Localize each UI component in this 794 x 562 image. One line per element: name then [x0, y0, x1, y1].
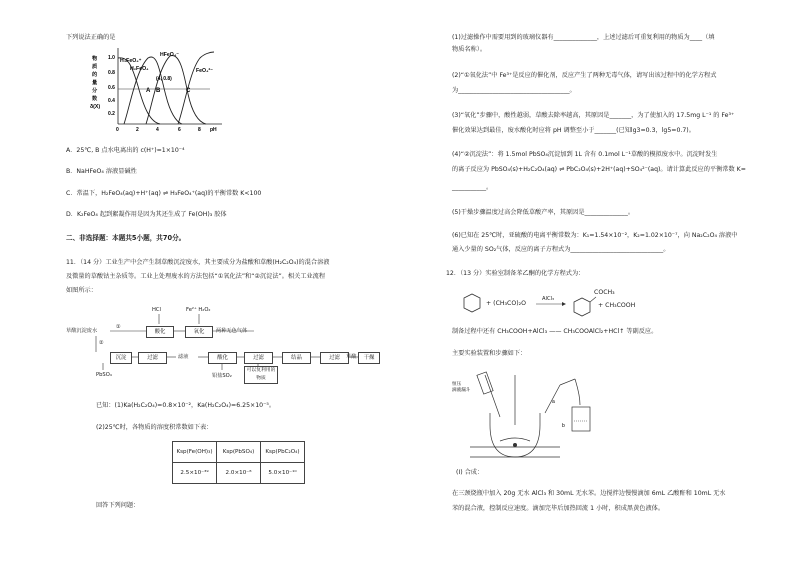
y-tick-4: 0.4 [108, 98, 115, 104]
flow-hcl: HCl [152, 307, 161, 313]
x-tick-0: 0 [116, 127, 119, 133]
flow-filter3: 过滤 [320, 352, 349, 364]
flow-gas: 两种无色气体 [216, 328, 248, 334]
ksp-val-3: 5.0×10⁻¹⁰ [261, 463, 305, 484]
side-reaction: 制备过程中还有 CH₃COOH+AlCl₃ —— CH₃COOAlCl₂+HCl↑ 等副反应。 [452, 328, 658, 335]
svg-text:的: 的 [92, 72, 98, 78]
q6-line1: (6)已知在 25℃时，亚硫酸的电离平衡常数为：K₁=1.54×10⁻²，K₂=1.02×10⁻⁷，向 Na₂C₂O₄ 溶液中 [452, 232, 738, 239]
point-b-coord: (4, 0.8) [156, 76, 172, 82]
x-tick-6: 6 [178, 127, 181, 133]
known-2: (2)25℃时，各物质的溶度积常数如下表： [96, 424, 213, 431]
flow-fe-h2o2: Fe²⁺ H₂O₂ [186, 307, 211, 313]
option-b: B．NaHFeO₄ 溶液显碱性 [66, 168, 137, 175]
y-tick-1: 1.0 [108, 55, 115, 61]
q1-line2: 物质名称）。 [452, 46, 487, 53]
flow-circle-2: ② [99, 340, 104, 346]
flow-recycle: 可以复利用的物质 [244, 366, 278, 384]
label-funnel-1: 恒压 [452, 381, 462, 386]
species-label-3: HFeO₄⁻ [160, 52, 180, 58]
q3-line2: 催化效果达到最佳，废水酸化时应将 pH 调整至小于_______(已知lg3=0.3，lg5=0.7)。 [452, 127, 695, 134]
species-label-2: H₂FeO₄ [130, 66, 149, 72]
q11-line1: 11．（14 分）工业生产中会产生制草酸沉淀废水，其主要成分为盐酸和草酸(H₂C₂O₄)的混合溶液 [66, 259, 330, 266]
q4-line2: 的离子反应为 PbSO₄(s)+H₂C₂O₄(aq) ⇌ PbC₂O₄(s)+2H⁺(aq)+SO₄²⁻(aq)。请计算此反应的平衡常数 K= [452, 166, 746, 173]
flow-dry: 干燥 [358, 352, 380, 364]
q2-line2: 为____________________________________。 [452, 87, 576, 94]
q11-line3: 如图所示： [66, 287, 97, 294]
svg-text:质: 质 [92, 64, 98, 70]
reaction-byproduct: + CH₃COOH [598, 302, 636, 309]
reaction-scheme [452, 288, 712, 320]
ksp-val-2: 2.0×10⁻⁸ [217, 463, 261, 484]
ksp-head-3: Ksp(PbC₂O₄) [261, 442, 305, 463]
benzene-ring-2 [574, 298, 590, 316]
species-label-1: H₃FeO₄⁺ [120, 58, 142, 64]
known-1: 已知：(1)Ka(H₂C₂O₄)=0.8×10⁻²，Ka(H₂C₂O₄)=6.25×10⁻⁵。 [96, 402, 276, 409]
q6-line2: 通入少量的 SO₂气体，反应的离子方程式为______________________________。 [452, 246, 670, 253]
q11-line2: 及微量的草酸钴主杂质等。工业上处理废水的方法包括“①氧化法”和“②沉淀法”。相关工业流程 [66, 273, 326, 280]
benzene-ring-1 [464, 294, 480, 312]
step1-line1: 在三颈烧瓶中加入 20g 无水 AlCl₃ 和 30mL 无水苯。边搅拌边慢慢滴加 6mL 乙酸酐和 10mL 无水 [452, 490, 726, 497]
svg-text:数: 数 [92, 96, 98, 102]
option-d: D．K₂FeO₄ 起到絮凝作用是因为其还生成了 Fe(OH)₃ 胶体 [66, 211, 227, 218]
q4-line1: (4)“②沉淀法”：将 1.5mol PbSO₄沉淀加到 1L 含有 0.1mol L⁻¹草酸的模拟废水中。沉淀时发生 [452, 151, 718, 158]
y-tick-2: 0.8 [108, 70, 115, 76]
reaction-substituent: COCH₃ [594, 289, 615, 296]
y-tick-5: 0.2 [108, 111, 115, 117]
process-flow [66, 302, 375, 384]
ksp-val-1: 2.5×10⁻³⁹ [173, 463, 217, 484]
y-tick-3: 0.6 [108, 85, 115, 91]
point-b: B [156, 88, 161, 94]
option-c: C．常温下，H₂FeO₄(aq)+H⁺(aq) ⇌ H₃FeO₄⁺(aq)的平衡常数 K<100 [66, 190, 262, 197]
svg-text:分: 分 [92, 88, 98, 94]
flow-crystal: 结晶 [282, 352, 311, 364]
svg-text:量: 量 [92, 80, 98, 86]
flow-filter2: 过滤 [244, 352, 273, 364]
flow-oxidize: 氧化 [185, 326, 213, 338]
q2-line1: (2)“①氧化法”中 Fe³⁺是反应的催化剂，反应产生了两种无毒气体，请写出该过程中的化学方程式 [452, 72, 717, 79]
step1-heading: (Ⅰ) 合成： [456, 469, 484, 476]
x-tick-2: 2 [136, 127, 139, 133]
question-intro: 下列说法正确的是 [66, 34, 116, 41]
q5: (5)干燥步骤温度过高会降低草酸产率，其原因是______________。 [452, 209, 635, 216]
q1-line1: (1)过滤操作中需要用到的玻璃仪器有______________，上述过滤后可重复利用的物质为____（填 [452, 34, 715, 41]
label-b: b [562, 423, 565, 429]
q12-heading: 12．（13 分）实验室制备苯乙酮的化学方程式为： [446, 270, 585, 277]
species-label-4: FeO₄²⁻ [196, 68, 214, 74]
curve-hfeo4 [146, 56, 206, 124]
flow-circle-1: ① [116, 324, 121, 330]
point-c: C [186, 88, 191, 94]
apparatus-title: 主要实验装置和步骤如下： [452, 350, 527, 357]
step1-line2: 苯的混合液，控制反应速度。滴加完毕后加热回流 1 小时，积成黑黄色液体。 [452, 505, 665, 512]
flow-acidify: 酸化 [146, 326, 174, 338]
ksp-table [172, 441, 305, 484]
option-a: A．25℃, B 点水电离出的 c(H⁺)=1×10⁻⁴ [66, 147, 185, 154]
point-a: A [146, 88, 151, 94]
flow-precip: 沉淀 [110, 352, 132, 364]
flow-source: 草酸沉淀废水 [66, 328, 98, 334]
curve-feo4 [178, 52, 214, 124]
label-a: a [552, 399, 555, 405]
section-heading: 二、非选择题：本题共5小题，共70分。 [66, 234, 186, 242]
flow-filter: 过滤 [138, 352, 167, 364]
svg-text:δ(X): δ(X) [90, 104, 101, 110]
q3-line1: (3)“氧化”步骤中，酸性越弱，草酸去除率越高，其原因是_______，为了使加入的 17.5mg L⁻¹ 的 Fe³⁺ [452, 112, 735, 119]
x-axis-label: pH [210, 127, 217, 133]
reaction-catalyst: AlCl₃ [542, 296, 555, 302]
q4-line3: ___________。 [452, 184, 493, 191]
reaction-reagent: + (CH₃CO)₂O [486, 300, 526, 307]
apparatus-diagram [450, 365, 600, 465]
ksp-head-2: Ksp(PbSO₄) [217, 442, 261, 463]
flow-acid2: 酸化 [208, 352, 237, 364]
speciation-graph [90, 46, 230, 133]
answer-prompt: 回答下列问题： [96, 502, 140, 509]
flow-product: 草酸 [346, 354, 357, 360]
x-tick-4: 4 [156, 127, 159, 133]
flow-pbso4: PbSO₄ [96, 372, 112, 378]
ksp-head-1: Ksp(Fe(OH)₃) [173, 442, 217, 463]
flow-filtrate: 滤液 [178, 354, 189, 360]
svg-text:物: 物 [92, 56, 98, 62]
x-tick-8: 8 [198, 127, 201, 133]
label-funnel-2: 滴液漏斗 [452, 387, 471, 392]
flow-so2: 铅盐SO₂ [212, 373, 232, 379]
